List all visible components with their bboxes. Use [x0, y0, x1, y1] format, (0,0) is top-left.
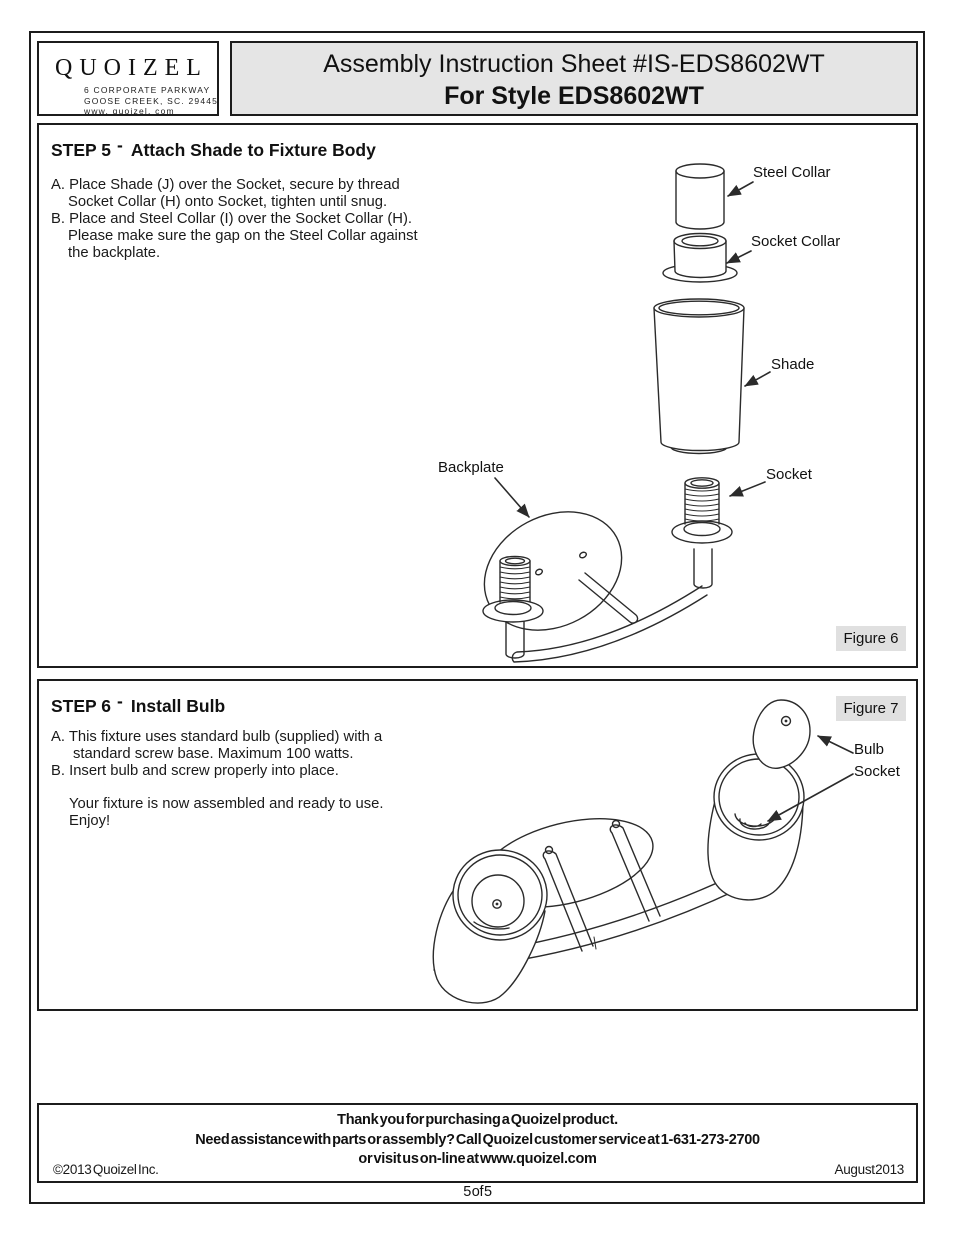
- logo-address-line2: GOOSE CREEK, SC. 29445: [84, 95, 219, 106]
- logo-box: [37, 41, 219, 116]
- instruction-line: B. Insert bulb and screw properly into place.: [51, 763, 339, 779]
- footer-box: [37, 1103, 918, 1183]
- quoizel-logo: QUOIZEL: [55, 55, 208, 81]
- bulb-label: Bulb: [854, 741, 885, 758]
- instruction-line: Socket Collar (H) onto Socket, tighten until snug.: [68, 194, 388, 210]
- logo-address-line3: www. quoizel. com: [84, 106, 175, 116]
- shade-label: Shade: [771, 356, 815, 373]
- instruction-line: the backplate.: [68, 245, 161, 261]
- date-text: August 2013: [834, 1162, 904, 1177]
- footer-line2: Need assistance with parts or assembly? Call Quoizel customer service at 1-631-273-2700: [195, 1131, 760, 1148]
- footer-message: [39, 1111, 916, 1170]
- closing-line: Your fixture is now assembled and ready to use.: [69, 796, 384, 812]
- steel-collar-label: Steel Collar: [753, 164, 831, 181]
- instruction-line: standard screw base. Maximum 100 watts.: [73, 746, 354, 762]
- step6-heading-title: Install Bulb: [130, 696, 226, 716]
- instruction-line: A. This fixture uses standard bulb (supplied) with a: [51, 729, 383, 745]
- logo-address: [84, 85, 218, 117]
- bulb-drawing: [753, 700, 810, 768]
- title-box: [230, 41, 918, 116]
- shade-drawing: [654, 299, 744, 454]
- step6-section: [37, 679, 918, 1011]
- step5-heading-number: STEP 5: [51, 140, 111, 160]
- footer-line1: Thank you for purchasing a Quoizel product.: [337, 1112, 618, 1128]
- instruction-line: A. Place Shade (J) over the Socket, secure by thread: [51, 177, 400, 193]
- figure6-badge: Figure 6: [836, 626, 906, 651]
- fixture-body-drawing: [464, 478, 732, 662]
- footer-line3: or visit us on-line at www.quoizel.com: [358, 1151, 597, 1167]
- socket-collar-label: Socket Collar: [751, 233, 841, 250]
- left-shade-drawing: [433, 850, 547, 1003]
- sheet-title: Assembly Instruction Sheet #IS-EDS8602WT: [323, 50, 825, 78]
- figure6-diagram: [39, 125, 916, 666]
- steel-collar-drawing: [676, 164, 724, 229]
- instruction-line: B. Place and Steel Collar (I) over the Socket Collar (H).: [51, 211, 413, 227]
- closing-line: Enjoy!: [69, 813, 111, 829]
- step6-heading-number: STEP 6: [51, 696, 111, 716]
- backplate-label: Backplate: [438, 459, 504, 476]
- figure7-badge: Figure 7: [836, 696, 906, 721]
- figure7-diagram: [39, 681, 916, 1009]
- step6-heading-dash: -: [117, 691, 123, 711]
- step5-heading-dash: -: [117, 135, 123, 155]
- step5-heading-title: Attach Shade to Fixture Body: [130, 140, 376, 160]
- instruction-line: Please make sure the gap on the Steel Collar against: [68, 228, 418, 244]
- style-title: For Style EDS8602WT: [444, 82, 704, 110]
- socket-label: Socket: [766, 466, 812, 483]
- logo-address-line1: 6 CORPORATE PARKWAY: [84, 85, 211, 95]
- step5-section: [37, 123, 918, 668]
- socket-label: Socket: [854, 763, 900, 780]
- right-shade-drawing: [708, 754, 804, 900]
- copyright-text: ©2013 Quoizel Inc.: [53, 1162, 159, 1177]
- page-number: 5 of 5: [463, 1184, 492, 1200]
- socket-collar-drawing: [663, 234, 737, 283]
